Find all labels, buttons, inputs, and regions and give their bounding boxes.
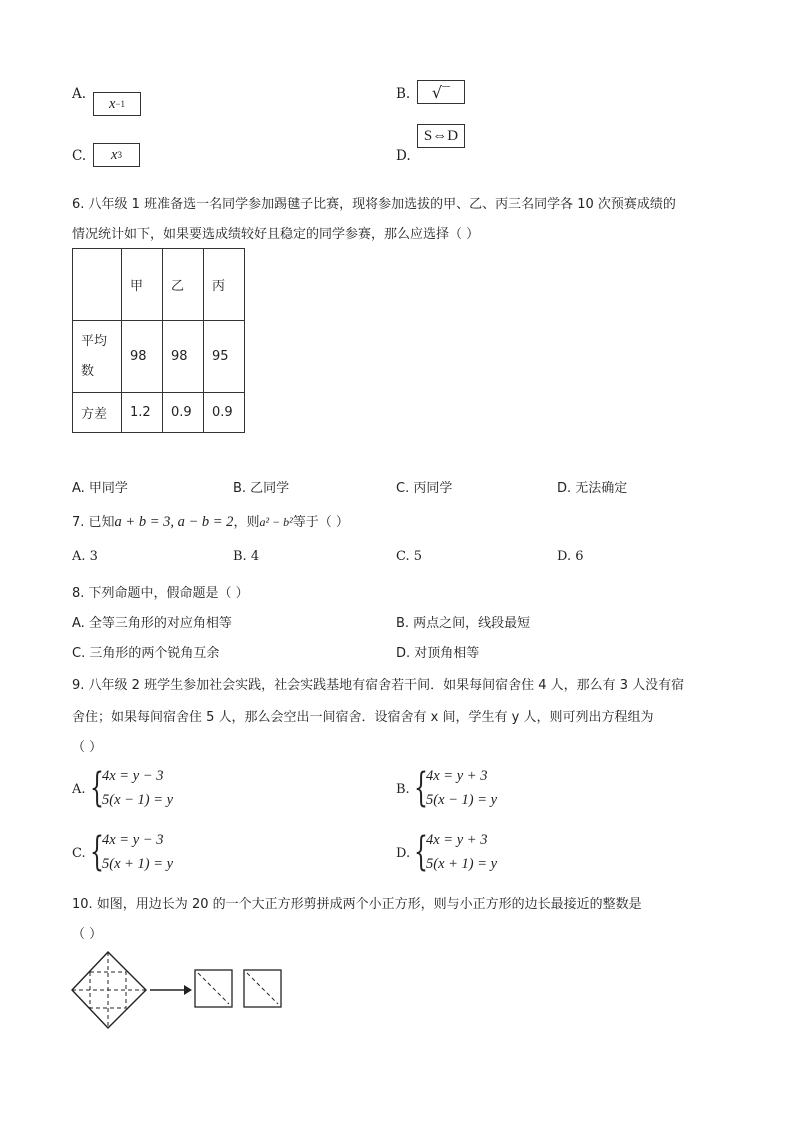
table-cell: 98 (163, 321, 204, 393)
table-cell: 0.9 (163, 393, 204, 433)
key-text: x (111, 146, 118, 163)
q5-option-b-sqrt-key-icon (417, 80, 465, 104)
q7-suffix: 等于（ ） (292, 515, 349, 530)
q5-option-a-label: A. (72, 86, 87, 102)
q8-option-d: D. 对顶角相等 (396, 646, 480, 661)
q9-option-c-eq1: 4x = y − 3 (102, 832, 164, 848)
q7-option-b: B. 4 (233, 549, 260, 564)
q7-prefix: 7. 已知 (72, 515, 115, 530)
q9-option-b-eq1: 4x = y + 3 (426, 768, 488, 784)
key-text: x (108, 95, 116, 112)
q7-option-c: C. 5 (396, 549, 423, 564)
q6-option-a: A. 甲同学 (72, 481, 128, 496)
q9-option-b-label: B. (396, 782, 410, 797)
table-header-cell (73, 249, 122, 321)
q9-stem-line2: 舍住；如果每间宿舍住 5 人，那么会空出一间宿舍．设宿舍有 x 间，学生有 y 人，则可列出方程组为 (72, 710, 654, 725)
q10-stem-line2: （ ） (72, 927, 103, 942)
q9-option-a-eq2: 5(x − 1) = y (102, 792, 174, 808)
score-stats-table (72, 248, 245, 433)
table-header-cell: 丙 (204, 249, 245, 321)
q8-option-c: C. 三角形的两个锐角互余 (72, 646, 220, 661)
table-row (73, 321, 245, 393)
table-header-row (73, 249, 245, 321)
q5-option-c-label: C. (72, 148, 87, 164)
q7-option-d: D. 6 (557, 549, 584, 564)
row-label-part: 平均 (81, 333, 108, 349)
q9-option-d-label: D. (396, 846, 411, 861)
system-brace-icon: { (414, 765, 428, 811)
q9-stem-line1: 9. 八年级 2 班学生参加社会实践，社会实践基地有宿舍若干间．如果每间宿舍住 4 人，那么有 3 人没有宿 (72, 678, 685, 693)
q9-option-c-label: C. (72, 846, 86, 861)
key-superscript: 3 (117, 150, 122, 160)
table-row-label: 方差 (73, 393, 122, 433)
q9-stem-line3: （ ） (72, 740, 103, 755)
q5-option-a-key-icon (93, 92, 141, 116)
small-square-2 (244, 970, 281, 1007)
large-square-diamond (72, 952, 146, 1028)
system-brace-icon: { (414, 829, 428, 875)
q6-stem-line1: 6. 八年级 1 班准备选一名同学参加踢毽子比赛，现将参加选拔的甲、乙、丙三名同学各 10 次预赛成绩的 (72, 197, 676, 212)
q5-option-b-label: B. (396, 86, 411, 102)
system-brace-icon: { (90, 829, 104, 875)
q6-stem-line2: 情况统计如下，如果要选成绩较好且稳定的同学参赛，那么应选择（ ） (72, 227, 480, 242)
table-row (73, 393, 245, 433)
q7-condition: a + b = 3, a − b = 2 (114, 514, 234, 530)
table-row-label (73, 321, 122, 393)
q9-option-a-label: A. (72, 782, 86, 797)
q7-expression: a² − b² (259, 515, 293, 529)
row-label-part: 数 (81, 363, 95, 379)
small-square-1 (195, 970, 232, 1007)
q7-middle: ，则 (233, 515, 260, 530)
q7-option-a: A. 3 (72, 549, 98, 564)
q7-stem (72, 511, 349, 531)
arrow-right-icon (150, 985, 192, 995)
q9-option-d-eq2: 5(x + 1) = y (426, 856, 498, 872)
table-cell: 95 (204, 321, 245, 393)
q5-option-d-sd-key-icon (417, 124, 465, 148)
q5-option-d-label: D. (396, 148, 411, 164)
q9-option-a-eq1: 4x = y − 3 (102, 768, 164, 784)
q5-option-c-key-icon (93, 143, 140, 167)
table-cell: 0.9 (204, 393, 245, 433)
q8-stem: 8. 下列命题中，假命题是（ ） (72, 586, 249, 601)
q6-option-c: C. 丙同学 (396, 481, 453, 496)
square-cut-figure (70, 950, 290, 1030)
table-cell: 98 (122, 321, 163, 393)
q8-option-a: A. 全等三角形的对应角相等 (72, 616, 232, 631)
q6-option-d: D. 无法确定 (557, 481, 628, 496)
q6-option-b: B. 乙同学 (233, 481, 290, 496)
system-brace-icon: { (90, 765, 104, 811)
table-header-cell: 甲 (122, 249, 163, 321)
sqrt-key-text: √‾ (431, 82, 451, 102)
table-header-cell: 乙 (163, 249, 204, 321)
key-superscript: −1 (115, 99, 125, 109)
q8-option-b: B. 两点之间，线段最短 (396, 616, 531, 631)
q9-option-d-eq1: 4x = y + 3 (426, 832, 488, 848)
q9-option-c-eq2: 5(x + 1) = y (102, 856, 174, 872)
q9-option-b-eq2: 5(x − 1) = y (426, 792, 498, 808)
q10-stem-line1: 10. 如图，用边长为 20 的一个大正方形剪拼成两个小正方形，则与小正方形的边长最接近的整数是 (72, 897, 642, 912)
table-cell: 1.2 (122, 393, 163, 433)
sd-key-text: S⇔D (423, 127, 459, 144)
